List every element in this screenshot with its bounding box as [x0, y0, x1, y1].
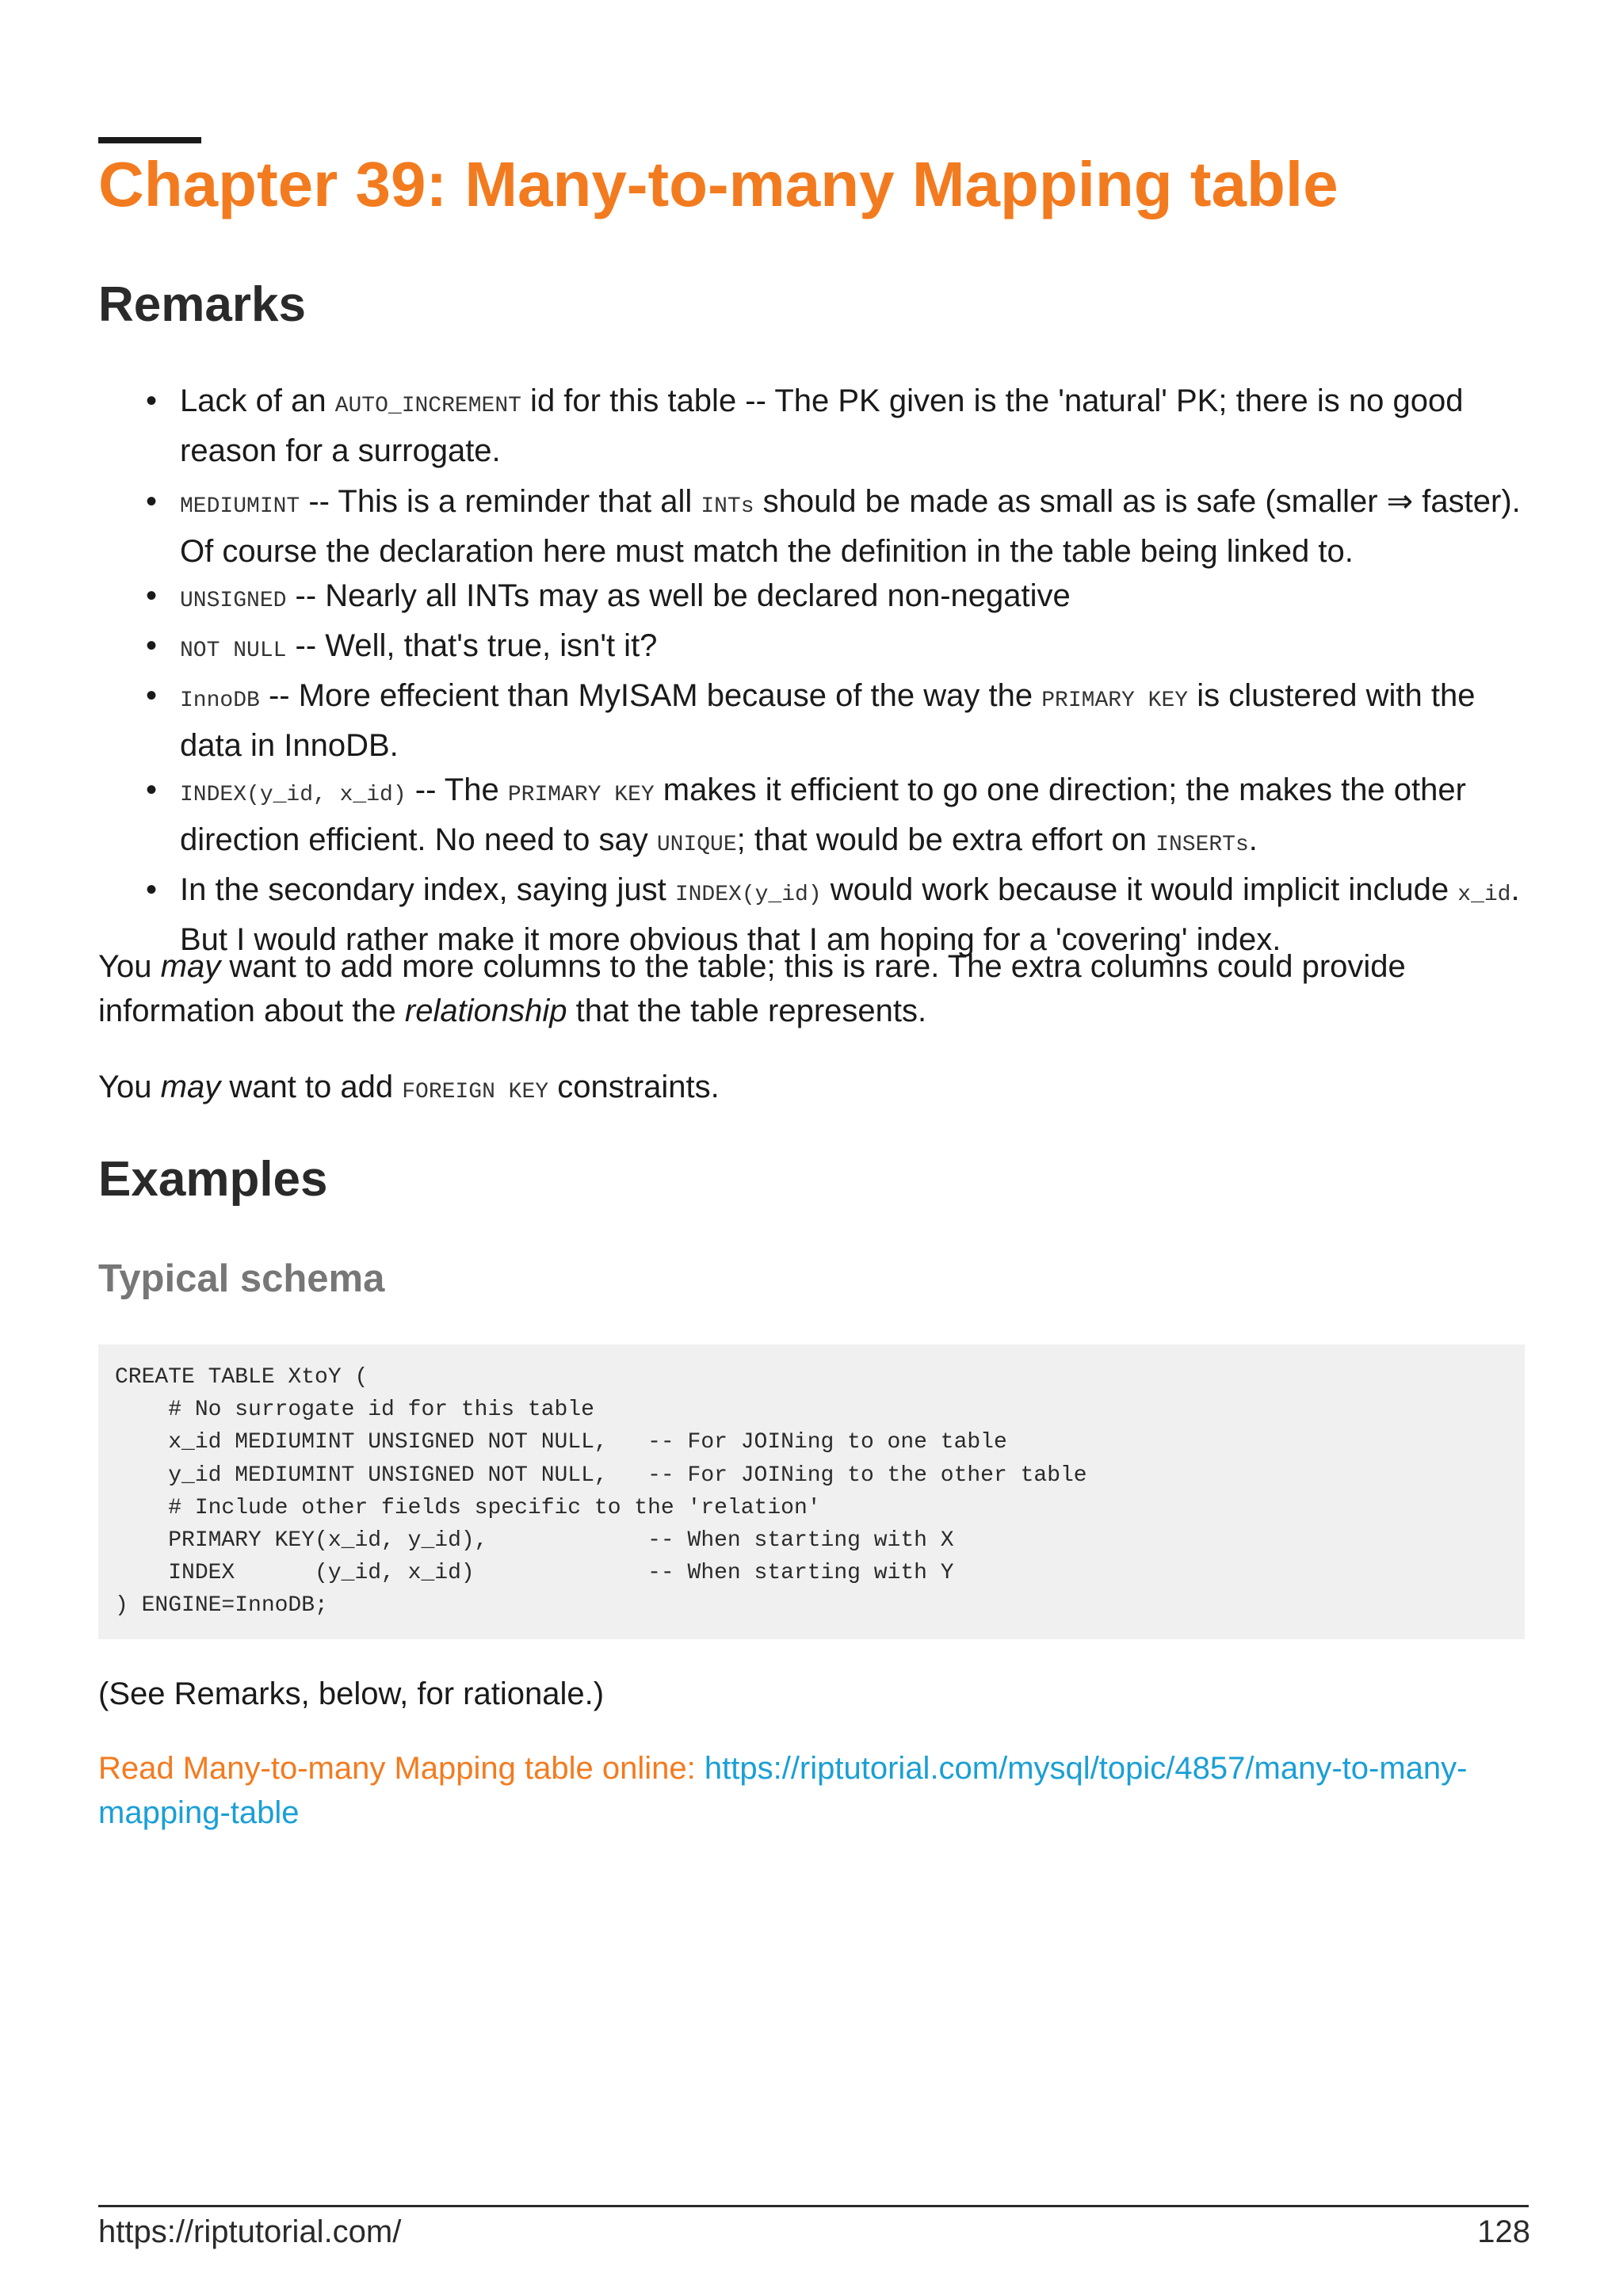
rationale-note: (See Remarks, below, for rationale.)	[98, 1676, 605, 1711]
inline-code: INSERTs	[1155, 833, 1249, 857]
inline-code: PRIMARY KEY	[1041, 688, 1189, 713]
inline-code: MEDIUMINT	[180, 494, 300, 519]
text-run: -- This is a reminder that all	[300, 484, 701, 519]
remarks-paragraph-columns	[98, 944, 1525, 1033]
text-run: You	[98, 949, 161, 984]
text-run: should be made as small as is safe (smaller ⇒ faster). Of course the declaration here must match the definition in the table being linked to.	[180, 484, 1521, 569]
inline-code: NOT NULL	[180, 639, 287, 663]
schema-code-block	[98, 1344, 1525, 1639]
text-run: want to add	[220, 1070, 403, 1104]
remarks-list-item	[98, 379, 1525, 473]
bullet-icon: •	[146, 872, 158, 907]
inline-code: INDEX(y_id)	[674, 883, 822, 907]
text-run: is clustered with the data in InnoDB.	[180, 678, 1476, 763]
text-run: constraints.	[548, 1070, 720, 1104]
text-run: -- More effecient than MyISAM because of the way the	[259, 678, 1042, 713]
footer-site-url: https://riptutorial.com/	[98, 2214, 402, 2249]
inline-code: INDEX(y_id, x_id)	[180, 783, 407, 807]
text-run: Lack of an	[180, 383, 335, 418]
emphasis-text: may	[160, 949, 221, 984]
title-accent-bar	[98, 137, 201, 143]
typical-schema-heading: Typical schema	[98, 1257, 385, 1300]
bullet-icon: •	[146, 383, 158, 418]
footer-divider	[98, 2205, 1529, 2207]
footer-page-number: 128	[1477, 2214, 1530, 2249]
remarks-list-item	[98, 624, 1525, 673]
text-run: ; that would be extra effort on	[736, 822, 1156, 857]
text-run: -- Nearly all INTs may as well be declared non-negative	[286, 578, 1071, 613]
inline-code: PRIMARY KEY	[507, 783, 655, 807]
text-run: .	[1248, 822, 1258, 857]
emphasis-text: relationship	[404, 994, 567, 1028]
remarks-list-item	[98, 479, 1525, 574]
read-online-line	[98, 1746, 1541, 1835]
bullet-icon: •	[146, 628, 158, 663]
bullet-icon: •	[146, 678, 158, 713]
remarks-list-item	[98, 768, 1525, 868]
text-run: You	[98, 1070, 161, 1104]
text-run: would work because it would implicit include	[821, 872, 1458, 907]
bullet-icon: •	[146, 772, 158, 807]
text-run: that the table represents.	[567, 994, 927, 1028]
text-run: -- The	[406, 772, 508, 807]
inline-code: AUTO_INCREMENT	[334, 394, 521, 418]
text-run: . But I would rather make it more obvious that I am hoping for a 'covering' index.	[180, 872, 1520, 957]
remarks-heading: Remarks	[98, 277, 306, 332]
bullet-icon: •	[146, 578, 158, 613]
inline-code: UNIQUE	[656, 833, 737, 857]
inline-code: FOREIGN KEY	[402, 1080, 549, 1104]
inline-code: INTs	[701, 494, 754, 519]
remarks-list	[98, 379, 1525, 962]
text-run: In the secondary index, saying just	[180, 872, 675, 907]
remarks-list-item	[98, 574, 1525, 624]
inline-code: x_id	[1457, 883, 1511, 907]
read-online-prefix: Read Many-to-many Mapping table online:	[98, 1751, 705, 1786]
chapter-title: Chapter 39: Many-to-many Mapping table	[98, 149, 1338, 219]
emphasis-text: may	[160, 1070, 221, 1104]
inline-code: UNSIGNED	[180, 589, 287, 613]
text-run: id for this table -- The PK given is the 'natural' PK; there is no good reason for a surrogate.	[180, 383, 1464, 468]
read-online-link[interactable]: https://riptutorial.com/mysql/topic/4857/many-to-many-mapping-table	[98, 1751, 1468, 1830]
schema-code: CREATE TABLE XtoY ( # No surrogate id for this table x_id MEDIUMINT UNSIGNED NOT NULL, -- For JOINing to one table y_id MEDIUMINT UNSIGNED NOT NULL, -- For JOINing to the other table # Include other fields specific to the 'relation' PRIMARY KEY(x_id, y_id), -- When starting with X INDEX (y_id, x_id) -- When starting with Y ) ENGINE=InnoDB;	[115, 1365, 1087, 1619]
remarks-paragraph-foreign-key	[98, 1065, 1525, 1115]
text-run: want to add more columns to the table; this is rare. The extra columns could provide information about the	[98, 949, 1406, 1028]
remarks-list-item	[98, 673, 1525, 768]
text-run: -- Well, that's true, isn't it?	[286, 628, 658, 663]
inline-code: InnoDB	[180, 688, 260, 713]
examples-heading: Examples	[98, 1152, 328, 1207]
bullet-icon: •	[146, 484, 158, 519]
text-run: makes it efficient to go one direction; the makes the other direction efficient. No need to say	[180, 772, 1466, 857]
